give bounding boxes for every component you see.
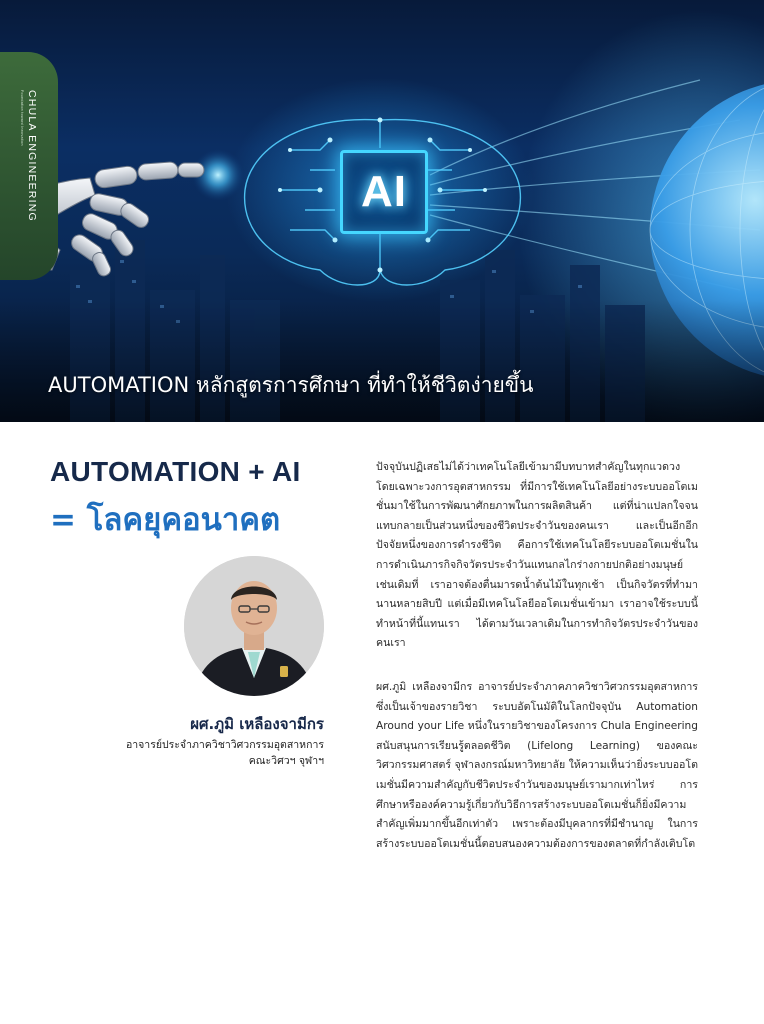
headline-line-1: AUTOMATION + AI: [50, 456, 301, 487]
hero-caption: AUTOMATION หลักสูตรการศึกษา ที่ทำให้ชีวิตง่ายขึ้น: [48, 373, 534, 397]
author-photo: [184, 556, 324, 696]
brand-tagline: Foundation toward Innovation: [20, 90, 24, 146]
ai-chip: [340, 150, 428, 234]
article-paragraph-1: ปัจจุบันปฏิเสธไม่ได้ว่าเทคโนโลยีเข้ามามีบทบาทสำคัญในทุกแวดวง โดยเฉพาะวงการอุตสาหกรรม ที่มีการใช้เทคโนโลยีอย่างระบบออโตเมชั่นมาใช้ในการพัฒนาศักยภาพในการผลิตสินค้า แต่ที่น่าแปลกใจจนแทบกลายเป็นส่วนหนึ่งของชีวิตประจำวันของคนเรา และเป็นอีกอีกปัจจัยหนึ่งของการดำรงชีวิต คือการใช้เทคโนโลยีระบบออโตเมชั่นในการดำเนินภารกิจกิจวัตรประจำวันแทนกลไกร่างกายปกติอย่างมนุษย์ เช่นเดิมที่ เราอาจต้องตื่นมารดน้ำต้นไม้ในทุกเช้า เป็นกิจวัตรที่ทำมานานหลายสิบปี แต่เมื่อมีเทคโนโลยีออโตเมชั่นเข้ามา เราอาจใช้ระบบนี้ทำหน้าที่นี้แทนเรา ได้ตามวันเวลาเดิมในการทำกิจวัตรประจำวันของคนเรา: [376, 461, 698, 650]
article-body: [376, 458, 698, 854]
brand-logo-text: CHULA ENGINEERING: [26, 90, 38, 222]
author-name: ผศ.ภูมิ เหลืองจามีกร: [190, 715, 324, 733]
article-paragraph-2: ผศ.ภูมิ เหลืองจามีกร อาจารย์ประจำภาคภาควิชาวิศวกรรมอุตสาหการ ซึ่งเป็นเจ้าของรายวิชา ระบบอัตโนมัติในโลกปัจจุบัน Automation Around your Life หนึ่งในรายวิชาของโครงการ Chula Engineering สนับสนุนการเรียนรู้ตลอดชีวิต (Lifelong Learning) ของคณะวิศวกรรมศาสตร์ จุฬาลงกรณ์มหาวิทยาลัย ให้ความเห็นว่ายิ่งระบบออโตเมชั่นมีความสำคัญกับชีวิตประจำวันของมนุษย์เรามากเท่าไหร่ การศึกษาหรือองค์ความรู้เกี่ยวกับวิธีการสร้างระบบออโตเมชั่นก็ยิ่งมีความสำคัญเพิ่มมากขึ้นอีกเท่าตัว เพราะต้องมีบุคลากรที่มีชำนาญ ในการสร้างระบบออโตเมชั่นนี้ตอบสนองความต้องการของตลาดที่กำลังเติบโต: [376, 680, 698, 850]
hero-banner: [0, 0, 764, 422]
author-faculty: คณะวิศวฯ จุฬาฯ: [248, 755, 324, 767]
author-role: อาจารย์ประจำภาควิชาวิศวกรรมอุตสาหการ: [125, 739, 324, 751]
headline-line-2: = โลคยุคอนาคต: [50, 502, 281, 538]
ai-chip-label: AI: [361, 167, 407, 216]
person-portrait-icon: [184, 556, 324, 696]
